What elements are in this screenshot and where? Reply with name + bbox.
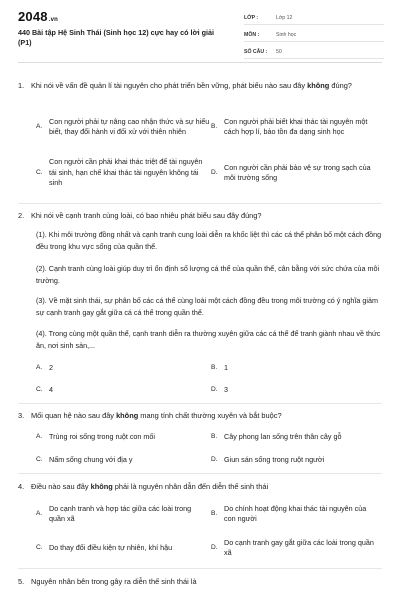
meta-value: Sinh học xyxy=(276,31,297,38)
meta-value: 50 xyxy=(276,48,282,55)
meta-row-class xyxy=(244,11,384,25)
option-text: Con người phải tự nâng cao nhận thức và sự hiểu biết, thay đổi hành vi đối xử với thiên nhiên xyxy=(49,116,210,136)
option-text: Do cạnh tranh và hợp tác giữa các loài trong quần xã xyxy=(49,503,192,523)
divider xyxy=(18,203,382,204)
option-letter: D. xyxy=(211,543,218,551)
statement-2: (2). Cạnh tranh cùng loài giúp duy trì ổn định số lượng cá thể của quần thể, cân bằng với sức chứa của môi trường. xyxy=(36,264,380,285)
option-letter: A. xyxy=(36,509,43,517)
option-letter: A. xyxy=(36,364,43,371)
document-meta xyxy=(244,11,384,62)
option-text: Do cạnh tranh gay gắt giữa các loài trong quần xã xyxy=(224,537,374,557)
option-b[interactable] xyxy=(211,503,382,525)
meta-value: Lớp 12 xyxy=(276,14,293,21)
statement-1: (1). Khi môi trường đồng nhất và cạnh tranh cung loài diễn ra khốc liệt thì các cá thể phân bố một cách đồng đều trong khu vực sống của quần thể. xyxy=(36,230,382,251)
option-a[interactable] xyxy=(36,111,211,143)
question-number: 5. xyxy=(18,577,25,586)
option-text: Con người cần phải bảo vệ sự trong sạch của môi trường sống xyxy=(224,162,371,182)
option-c[interactable] xyxy=(36,455,211,466)
option-text: Do chính hoạt động khai thác tài nguyên của con người xyxy=(224,503,367,523)
option-d[interactable] xyxy=(211,157,382,189)
question-text: Nguyên nhân bên trong gây ra diễn thế sinh thái là xyxy=(31,577,197,586)
meta-row-subject xyxy=(244,28,384,42)
option-text: Nấm sống chung với địa y xyxy=(49,455,133,464)
site-logo[interactable]: 2048.vn xyxy=(18,9,59,24)
option-a[interactable] xyxy=(36,432,211,443)
question-number: 2. xyxy=(18,211,25,220)
question-number: 4. xyxy=(18,482,25,491)
meta-label: MÔN : xyxy=(244,31,260,38)
meta-row-count xyxy=(244,45,384,59)
statement-3: (3). Về mặt sinh thái, sự phân bố các cá thể cùng loài một cách đồng đều trong môi trường có ý nghĩa giảm sự cạnh tranh gay gắt giữa cá cá thể trong quần thể. xyxy=(36,296,378,317)
option-c[interactable] xyxy=(36,537,211,559)
option-letter: C. xyxy=(36,456,43,463)
question-text: Mối quan hệ nào sau đây không mang tính chất thường xuyên và bắt buộc? xyxy=(31,411,282,420)
option-letter: A. xyxy=(36,433,43,440)
option-text: Cây phong lan sống trên thân cây gỗ xyxy=(224,432,342,441)
statement-4: (4). Trong cùng một quần thể, cạnh tranh diễn ra thường xuyên giữa các cá thể để tranh giành nhau về thức ăn, nơi sinh sản,... xyxy=(36,329,381,350)
option-c[interactable] xyxy=(36,157,211,189)
option-letter: D. xyxy=(211,168,218,176)
question-text: Khi nói về cạnh tranh cùng loài, có bao nhiêu phát biểu sau đây đúng? xyxy=(31,211,262,220)
option-a[interactable] xyxy=(36,503,211,525)
option-text: 3 xyxy=(224,385,228,394)
meta-label: SỐ CÂU : xyxy=(244,48,268,55)
question-1 xyxy=(18,80,382,91)
option-letter: C. xyxy=(36,543,43,551)
option-text: 2 xyxy=(49,363,53,372)
question-text: Điều nào sau đây không phải là nguyên nhân dẫn đến diễn thế sinh thái xyxy=(31,482,269,491)
option-text: Con người phải biết khai thác tài nguyên một cách hợp lí, bảo tồn đa dạng sinh học xyxy=(224,116,368,136)
question-number: 3. xyxy=(18,411,25,420)
option-letter: C. xyxy=(36,168,43,176)
question-5 xyxy=(18,576,382,587)
option-letter: B. xyxy=(211,364,218,371)
divider xyxy=(18,403,382,404)
divider xyxy=(18,568,382,569)
option-b[interactable] xyxy=(211,432,382,443)
option-letter: D. xyxy=(211,386,218,393)
option-letter: C. xyxy=(36,386,43,393)
option-text: Do thay đổi điều kiện tự nhiên, khí hậu xyxy=(49,542,173,552)
option-c[interactable] xyxy=(36,385,211,396)
question-text: Khi nói về vấn đề quản lí tài nguyên cho phát triển bền vững, phát biểu nào sau đây không đúng? xyxy=(31,81,352,90)
option-letter: B. xyxy=(211,122,218,130)
option-letter: B. xyxy=(211,433,218,440)
option-d[interactable] xyxy=(211,385,382,396)
option-text: 1 xyxy=(224,363,228,372)
option-text: Giun sán sống trong ruột người xyxy=(224,455,325,464)
option-a[interactable] xyxy=(36,363,211,374)
divider xyxy=(18,473,382,474)
option-text: 4 xyxy=(49,385,53,394)
option-text: Trùng roi sống trong ruột con mối xyxy=(49,432,156,441)
option-d[interactable] xyxy=(211,455,382,466)
option-d[interactable] xyxy=(211,537,382,559)
question-3 xyxy=(18,410,382,421)
option-letter: D. xyxy=(211,456,218,463)
option-letter: A. xyxy=(36,122,43,130)
document-header xyxy=(18,0,382,63)
question-number: 1. xyxy=(18,81,25,90)
option-text: Con người cần phải khai thác triệt để tài nguyên tái sinh, hạn chế khai thác tài nguyên không tái sinh xyxy=(49,157,203,188)
option-b[interactable] xyxy=(211,111,382,143)
document-title: 440 Bài tập Hệ Sinh Thái (Sinh học 12) cực hay có lời giải (P1) xyxy=(18,28,215,47)
meta-label: LỚP : xyxy=(244,14,259,21)
option-letter: B. xyxy=(211,509,218,517)
option-b[interactable] xyxy=(211,363,382,374)
question-2 xyxy=(18,210,382,221)
question-4 xyxy=(18,481,382,492)
